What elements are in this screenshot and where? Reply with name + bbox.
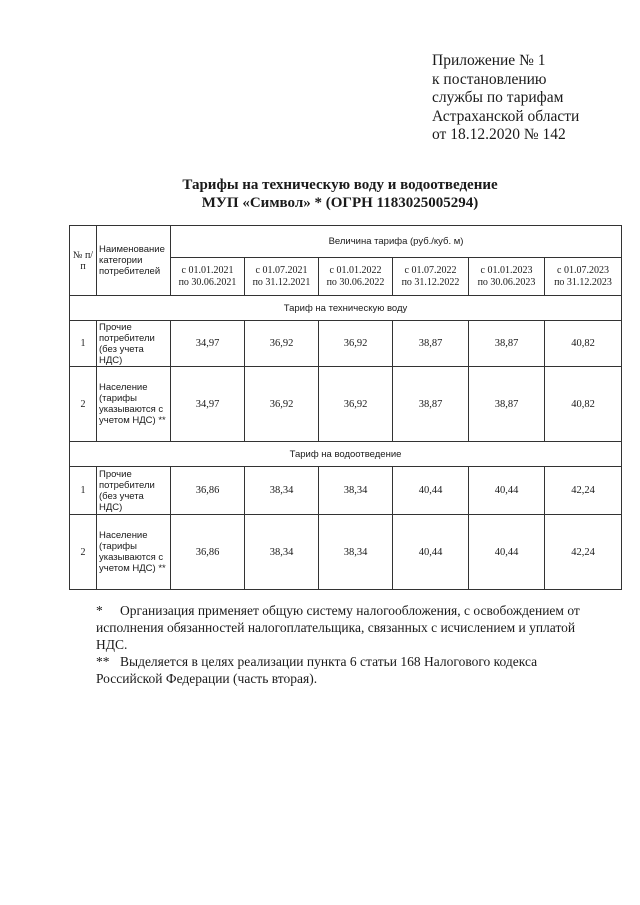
appendix-line: от 18.12.2020 № 142	[432, 126, 566, 143]
header-tariff-value: Величина тарифа (руб./куб. м)	[171, 226, 622, 258]
period-cell	[319, 258, 393, 296]
row-category: Прочие потребители (без учета НДС)	[97, 321, 171, 367]
period-to: по 30.06.2023	[477, 276, 536, 288]
title-line-1: Тарифы на техническую воду и водоотведение	[182, 177, 498, 193]
period-from: с 01.01.2023	[480, 264, 533, 276]
section-title: Тариф на техническую воду	[70, 296, 622, 321]
header-num: № п/п	[70, 226, 97, 296]
tariff-value: 42,24	[545, 467, 622, 515]
footnote-text: Выделяется в целях реализации пункта 6 статьи 168 Налогового кодекса Российской Федерации (часть вторая).	[96, 654, 538, 686]
footnotes	[96, 602, 596, 687]
title-line-2: МУП «Символ» * (ОГРН 1183025005294)	[201, 195, 479, 211]
tariff-value: 38,34	[319, 467, 393, 515]
period-cell	[171, 258, 245, 296]
row-num: 1	[70, 321, 97, 367]
period-cell	[469, 258, 545, 296]
appendix-line: Астраханской области	[432, 107, 580, 125]
tariff-value: 40,82	[545, 321, 622, 367]
appendix-line: Приложение № 1	[432, 52, 546, 69]
appendix-line: к постановлению	[432, 70, 547, 88]
tariff-value: 38,87	[469, 367, 545, 442]
tariff-value: 36,92	[245, 321, 319, 367]
period-cell	[545, 258, 622, 296]
period-from: с 01.07.2022	[404, 264, 457, 276]
row-num: 2	[70, 367, 97, 442]
row-category: Население (тарифы указываются с учетом НДС) **	[97, 515, 171, 590]
tariff-value: 38,87	[469, 321, 545, 367]
period-to: по 31.12.2022	[401, 276, 460, 288]
footnote-mark: **	[96, 654, 110, 669]
tariff-value: 36,92	[319, 321, 393, 367]
footnote-text: Организация применяет общую систему налогообложения, с освобождением от исполнения обязанностей налогоплательщика, связанных с исчислением и уплатой НДС.	[96, 603, 580, 652]
section-row-water	[70, 296, 622, 321]
period-cell	[393, 258, 469, 296]
footnote	[96, 653, 596, 687]
tariff-value: 36,86	[171, 515, 245, 590]
tariff-value: 40,44	[393, 515, 469, 590]
row-category: Население (тарифы указываются с учетом НДС) **	[97, 367, 171, 442]
section-row-wastewater	[70, 442, 622, 467]
document-title	[40, 176, 640, 212]
row-num: 1	[70, 467, 97, 515]
table-row	[70, 467, 622, 515]
period-from: с 01.07.2021	[255, 264, 308, 276]
table-row	[70, 515, 622, 590]
period-from: с 01.01.2022	[329, 264, 382, 276]
tariff-value: 34,97	[171, 321, 245, 367]
footnote-mark: *	[96, 603, 103, 618]
section-title: Тариф на водоотведение	[70, 442, 622, 467]
tariff-value: 36,86	[171, 467, 245, 515]
tariff-value: 38,87	[393, 367, 469, 442]
tariff-value: 38,34	[319, 515, 393, 590]
row-category: Прочие потребители (без учета НДС)	[97, 467, 171, 515]
period-cell	[245, 258, 319, 296]
tariff-value: 36,92	[245, 367, 319, 442]
period-from: с 01.07.2023	[557, 264, 609, 276]
tariff-value: 36,92	[319, 367, 393, 442]
appendix-block	[432, 52, 632, 145]
tariff-value: 38,34	[245, 515, 319, 590]
table-row	[70, 321, 622, 367]
tariff-value: 40,44	[469, 467, 545, 515]
period-to: по 31.12.2021	[252, 276, 311, 288]
tariff-value: 40,82	[545, 367, 622, 442]
tariff-value: 34,97	[171, 367, 245, 442]
period-to: по 31.12.2023	[554, 276, 612, 288]
period-from: с 01.01.2021	[181, 264, 234, 276]
tariff-value: 40,44	[469, 515, 545, 590]
table-row	[70, 367, 622, 442]
row-num: 2	[70, 515, 97, 590]
period-to: по 30.06.2021	[178, 276, 237, 288]
tariff-value: 42,24	[545, 515, 622, 590]
period-to: по 30.06.2022	[326, 276, 385, 288]
header-row	[70, 226, 622, 258]
appendix-line: службы по тарифам	[432, 89, 564, 106]
tariff-value: 38,34	[245, 467, 319, 515]
tariff-value: 40,44	[393, 467, 469, 515]
tariff-value: 38,87	[393, 321, 469, 367]
header-category: Наименование категории потребителей	[97, 226, 171, 296]
footnote	[96, 602, 596, 653]
tariff-table	[69, 225, 622, 590]
